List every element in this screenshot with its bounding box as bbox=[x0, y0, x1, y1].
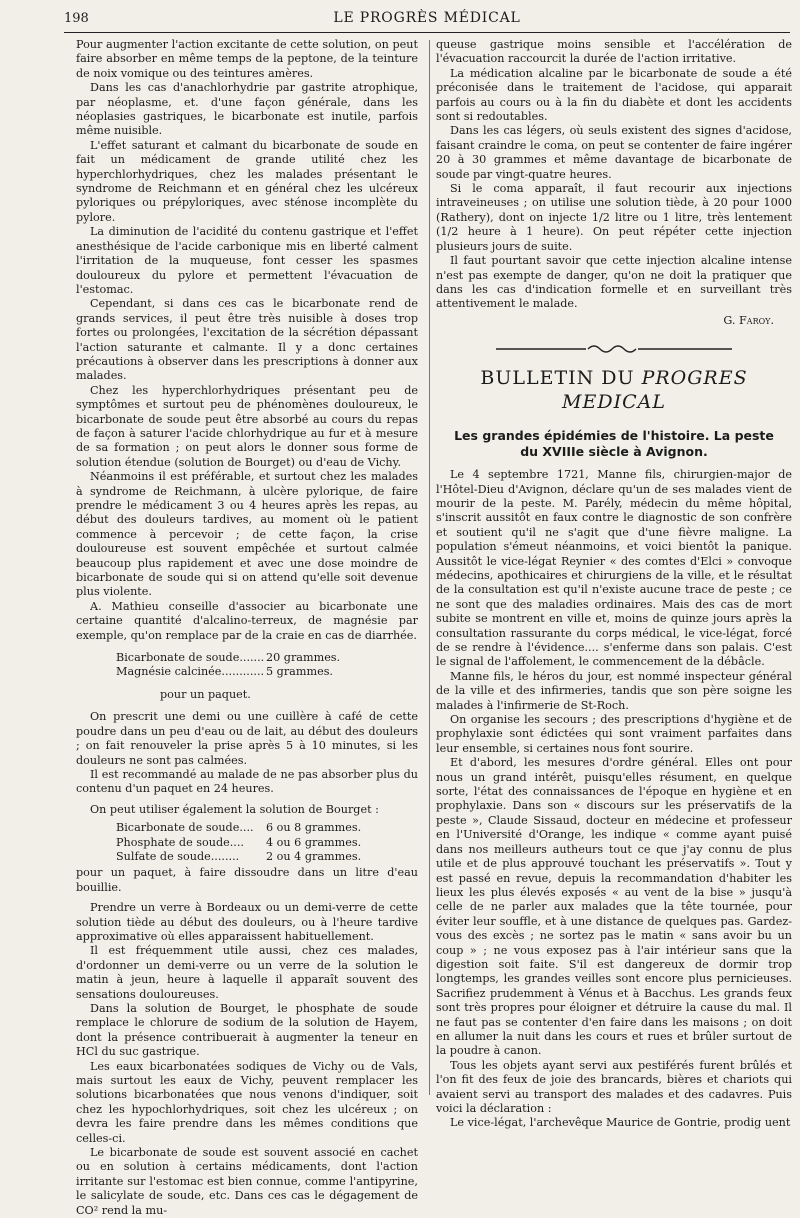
paragraph: On prescrit une demi ou une cuillère à café de cette poudre dans un peu d'eau ou de lait, au début des douleurs ; on fait renouveler la prise après 5 à 10 minutes, si les douleurs ne sont pas calmées. bbox=[76, 710, 418, 767]
paragraph: A. Mathieu conseille d'associer au bicarbonate une certaine quantité d'alcalino-terreux, de magnésie par exemple, qu'on remplace par de la craie en cas de diarrhée. bbox=[76, 599, 418, 642]
bulletin-heading bbox=[436, 366, 792, 414]
article-paragraph: Manne fils, le héros du jour, est nommé inspecteur général de la ville et des infirmeries, tandis que son père soigne les malades à l'infirmerie de St-Roch. bbox=[436, 669, 792, 712]
author-signature: G. Faroy. bbox=[723, 313, 774, 327]
paragraph: Chez les hyperchlorhydriques présentant peu de symptômes et surtout peu de phénomènes douloureux, le bicarbonate de soude peut être absorbé au cours du repas de façon à saturer l'acide chlorhydrique au fur et à mesure de sa formation ; on peut alors le donner sous forme de solution étendue (solution de Bourget) ou d'eau de Vichy. bbox=[76, 383, 418, 469]
article-title-line: du XVIIIe siècle à Avignon. bbox=[520, 444, 708, 460]
article-paragraph: On organise les secours ; des prescriptions d'hygiène et de prophylaxie sont édictées qui sont vraiment parfaites dans leur ensemble, si certaines nous font sourire. bbox=[436, 713, 792, 755]
ingredient-name: Bicarbonate de soude.... bbox=[116, 821, 254, 835]
paragraph: La médication alcaline par le bicarbonate de soude a été préconisée dans le traitement de l'acidose, qui apparait parfois au cours ou à la fin du diabète et dont les accidents sont si redoutables. bbox=[436, 66, 792, 124]
article-paragraph: Tous les objets ayant servi aux pestiférés furent brûlés et l'on fit des feux de joie des brancards, bières et chariots qui avaient servi au transport des malades et des cadavres. Puis voici la déclaration : bbox=[436, 1058, 792, 1115]
journal-title: LE PROGRÈS MÉDICAL bbox=[333, 10, 521, 26]
paragraph: Dans la solution de Bourget, le phosphate de soude remplace le chlorure de sodium de la solution de Hayem, dont la présence contribuerait à augmenter la teneur en HCl du suc gastrique. bbox=[76, 1002, 418, 1059]
article-title bbox=[436, 428, 792, 460]
paragraph: Dans les cas légers, où seuls existent des signes d'acidose, faisant craindre le coma, on peut se contenter de faire ingérer 20 à 30 grammes et même davantage de bicarbonate de soude par vingt-quatre heures. bbox=[436, 124, 792, 181]
prescription-row bbox=[76, 651, 418, 665]
prescription-row bbox=[76, 821, 418, 835]
paragraph: Pour augmenter l'action excitante de cette solution, on peut faire absorber en même temps de la peptone, de la teinture de noix vomique ou des teintures amères. bbox=[76, 38, 418, 80]
article-paragraph: Et d'abord, les mesures d'ordre général. Elles ont pour nous un grand intérêt, puisqu'elles résument, en quelque sorte, l'état des connaissances de l'époque en hygiène et en prophylaxie. Dans son « discours sur les préservatifs de la peste », Claude Sissaud, docteur en médecine et professeur en l'Université d'Orange, les indique « comme ayant puisé dans nos meilleurs autheurs tout ce que j'ay connu de plus utile et de plus approuvé touchant les préservatifs ». Tout y est passé en revue, depuis la recommandation d'habiter les lieux les plus élevés exposés « au vent de la bise » jusqu'à celle de ne parler aux malades que la tête tournée, pour éviter leur souffle, et à une distance de quelques pas. Gardez-vous des excès ; ne sortez pas le matin « sans avoir bu un coup » ; ne vous exposez pas à l'air intérieur sans que la digestion soit faite. S'il est dangereux de dormir trop longtemps, les grandes veilles sont encore plus pernicieuses. Sacrifiez prudemment à Vénus et à Bacchus. Les grands feux sont très propres pour éloigner et détruire la cause du mal. Il ne faut pas se contenter d'en faire dans les maisons ; on doit en allumer la nuit dans les cours et rues et brûler surtout de la poudre à canon. bbox=[436, 756, 792, 1058]
article-paragraph: Le 4 septembre 1721, Manne fils, chirurgien-major de l'Hôtel-Dieu d'Avignon, déclare qu'un de ses malades vient de mourir de la peste. M. Parély, médecin du même hôpital, s'inscrit aussitôt en faux contre le diagnostic de son confrère et soutient qu'il ne s'agit que d'une fièvre maligne. La population s'émeut néanmoins, et voici bientôt la panique. Aussitôt le vice-légat Reynier « des comtes d'Elci » convoque médecins, apothicaires et chirurgiens de la ville, et le résultat de la consultation est qu'il n'existe aucune trace de peste ; ce ne sont que des maladies ordinaires. Mais des cas de mort subite se montrent en ville et, moins de quinze jours après la consultation rassurante du corps médical, le vice-légat, forcé de se rendre à l'évidence.... s'enferme dans son palais. C'est le signal de l'affolement, le commencement de la débâcle. bbox=[436, 468, 792, 669]
article-paragraph: Le vice-légat, l'archevêque Maurice de Gontrie, prodig uent bbox=[450, 1116, 791, 1130]
paragraph: Le bicarbonate de soude est souvent associé en cachet ou en solution à certains médicaments, dont l'action irritante sur l'estomac est bien connue, comme l'antipyrine, le salicylate de soude, etc. Dans ces cas le dégagement de CO² rend la mu- bbox=[76, 1146, 418, 1217]
page-number: 198 bbox=[64, 11, 89, 26]
paragraph: Prendre un verre à Bordeaux ou un demi-verre de cette solution tiède au début des douleurs, ou à l'heure tardive approximative où elles apparaissent habituellement. bbox=[76, 901, 418, 943]
column-divider bbox=[429, 40, 430, 1095]
ingredient-name: Sulfate de soude........ bbox=[116, 849, 240, 863]
bulletin-heading-italic: PROGRES MEDICAL bbox=[562, 367, 748, 414]
prescription-row bbox=[76, 850, 418, 864]
ingredient-name: Magnésie calcinée............ bbox=[116, 665, 265, 679]
paragraph: L'effet saturant et calmant du bicarbonate de soude en fait un médicament de grande utilité chez les hyperchlorhydriques, chez les malades présentant le syndrome de Reichmann et en général chez les ulcéreux pyloriques ou prépyloriques, avec sténose incomplète du pylore. bbox=[76, 138, 418, 224]
ingredient-qty: 6 ou 8 grammes. bbox=[266, 821, 362, 835]
prescription-2 bbox=[76, 821, 418, 864]
paragraph: queuse gastrique moins sensible et l'accélération de l'évacuation raccourcit la durée de l'action irritative. bbox=[436, 38, 792, 66]
left-column bbox=[76, 38, 418, 1218]
paragraph: Dans les cas d'anachlorhydrie par gastrite atrophique, par néoplasme, et. d'une façon générale, dans les néoplasies gastriques, le bicarbonate est inutile, parfois même nuisible. bbox=[76, 81, 418, 138]
paragraph: Cependant, si dans ces cas le bicarbonate rend de grands services, il peut être très nuisible à doses trop fortes ou prolongées, l'excitation de la sécrétion dépassant l'action saturante et calmante. Il y a donc certaines précautions à observer dans les prescriptions à donner aux malades. bbox=[76, 297, 418, 383]
paragraph: Si le coma apparaît, il faut recourir aux injections intraveineuses ; on utilise une solution tiède, à 20 pour 1000 (Rathery), dont on injecte 1/2 litre ou 1 litre, très lentement (1/2 heure à 1 heure). On peut répéter cette injection plusieurs jours de suite. bbox=[436, 182, 792, 253]
article-title-line: Les grandes épidémies de l'histoire. La peste bbox=[454, 428, 774, 444]
paragraph: Il est recommandé au malade de ne pas absorber plus du contenu d'un paquet en 24 heures. bbox=[76, 767, 418, 796]
running-head bbox=[64, 6, 790, 33]
ingredient-qty: 4 ou 6 grammes. bbox=[266, 835, 362, 849]
bulletin-heading-text: BULLETIN DU bbox=[480, 367, 635, 390]
paragraph: On peut utiliser également la solution de Bourget : bbox=[90, 802, 379, 816]
prescription-1 bbox=[76, 651, 418, 680]
paragraph: La diminution de l'acidité du contenu gastrique et l'effet anesthésique de l'acide carbonique mis en liberté calment l'irritation de la muqueuse, font cesser les spasmes douloureux du pylore et permettent l'évacuation de l'estomac. bbox=[76, 225, 418, 296]
paragraph: Néanmoins il est préférable, et surtout chez les malades à syndrome de Reichmann, à ulcère pylorique, de faire prendre le médicament 3 ou 4 heures après les repas, au début des douleurs tardives, au moment où le patient commence à percevoir ; de cette façon, la crise douloureuse est souvent empêchée et surtout calmée beaucoup plus rapidement et avec une dose moindre de bicarbonate de soude qui si on attend qu'elle soit devenue plus violente. bbox=[76, 470, 418, 599]
paragraph: Les eaux bicarbonatées sodiques de Vichy ou de Vals, mais surtout les eaux de Vichy, peuvent remplacer les solutions bicarbonatées que nous venons d'indiquer, soit chez les hypochlorhydriques, soit chez les ulcéreux ; on devra les faire prendre dans les mêmes conditions que celles-ci. bbox=[76, 1059, 418, 1145]
right-column bbox=[436, 38, 792, 1131]
ingredient-qty: 5 grammes. bbox=[266, 665, 333, 679]
prescription-row bbox=[76, 836, 418, 850]
ingredient-qty: 20 grammes. bbox=[266, 651, 341, 665]
prescription-footer: pour un paquet. bbox=[160, 687, 251, 701]
paragraph: Il faut pourtant savoir que cette injection alcaline intense n'est pas exempte de danger, qu'on ne doit la pratiquer que dans les cas d'indication formelle et en surveillant très attentivement le malade. bbox=[436, 254, 792, 311]
ingredient-name: Phosphate de soude.... bbox=[116, 835, 244, 849]
prescription-row bbox=[76, 665, 418, 679]
prescription-footer: pour un paquet, à faire dissoudre dans un litre d'eau bouillie. bbox=[76, 866, 418, 894]
ornament-divider-icon bbox=[436, 342, 792, 356]
paragraph: Il est fréquemment utile aussi, chez ces malades, d'ordonner un demi-verre ou un verre de la solution le matin à jeun, heure à laquelle il apparaît souvent des sensations douloureuses. bbox=[76, 944, 418, 1001]
ingredient-name: Bicarbonate de soude....... bbox=[116, 651, 265, 665]
ingredient-qty: 2 ou 4 grammes. bbox=[266, 849, 362, 863]
